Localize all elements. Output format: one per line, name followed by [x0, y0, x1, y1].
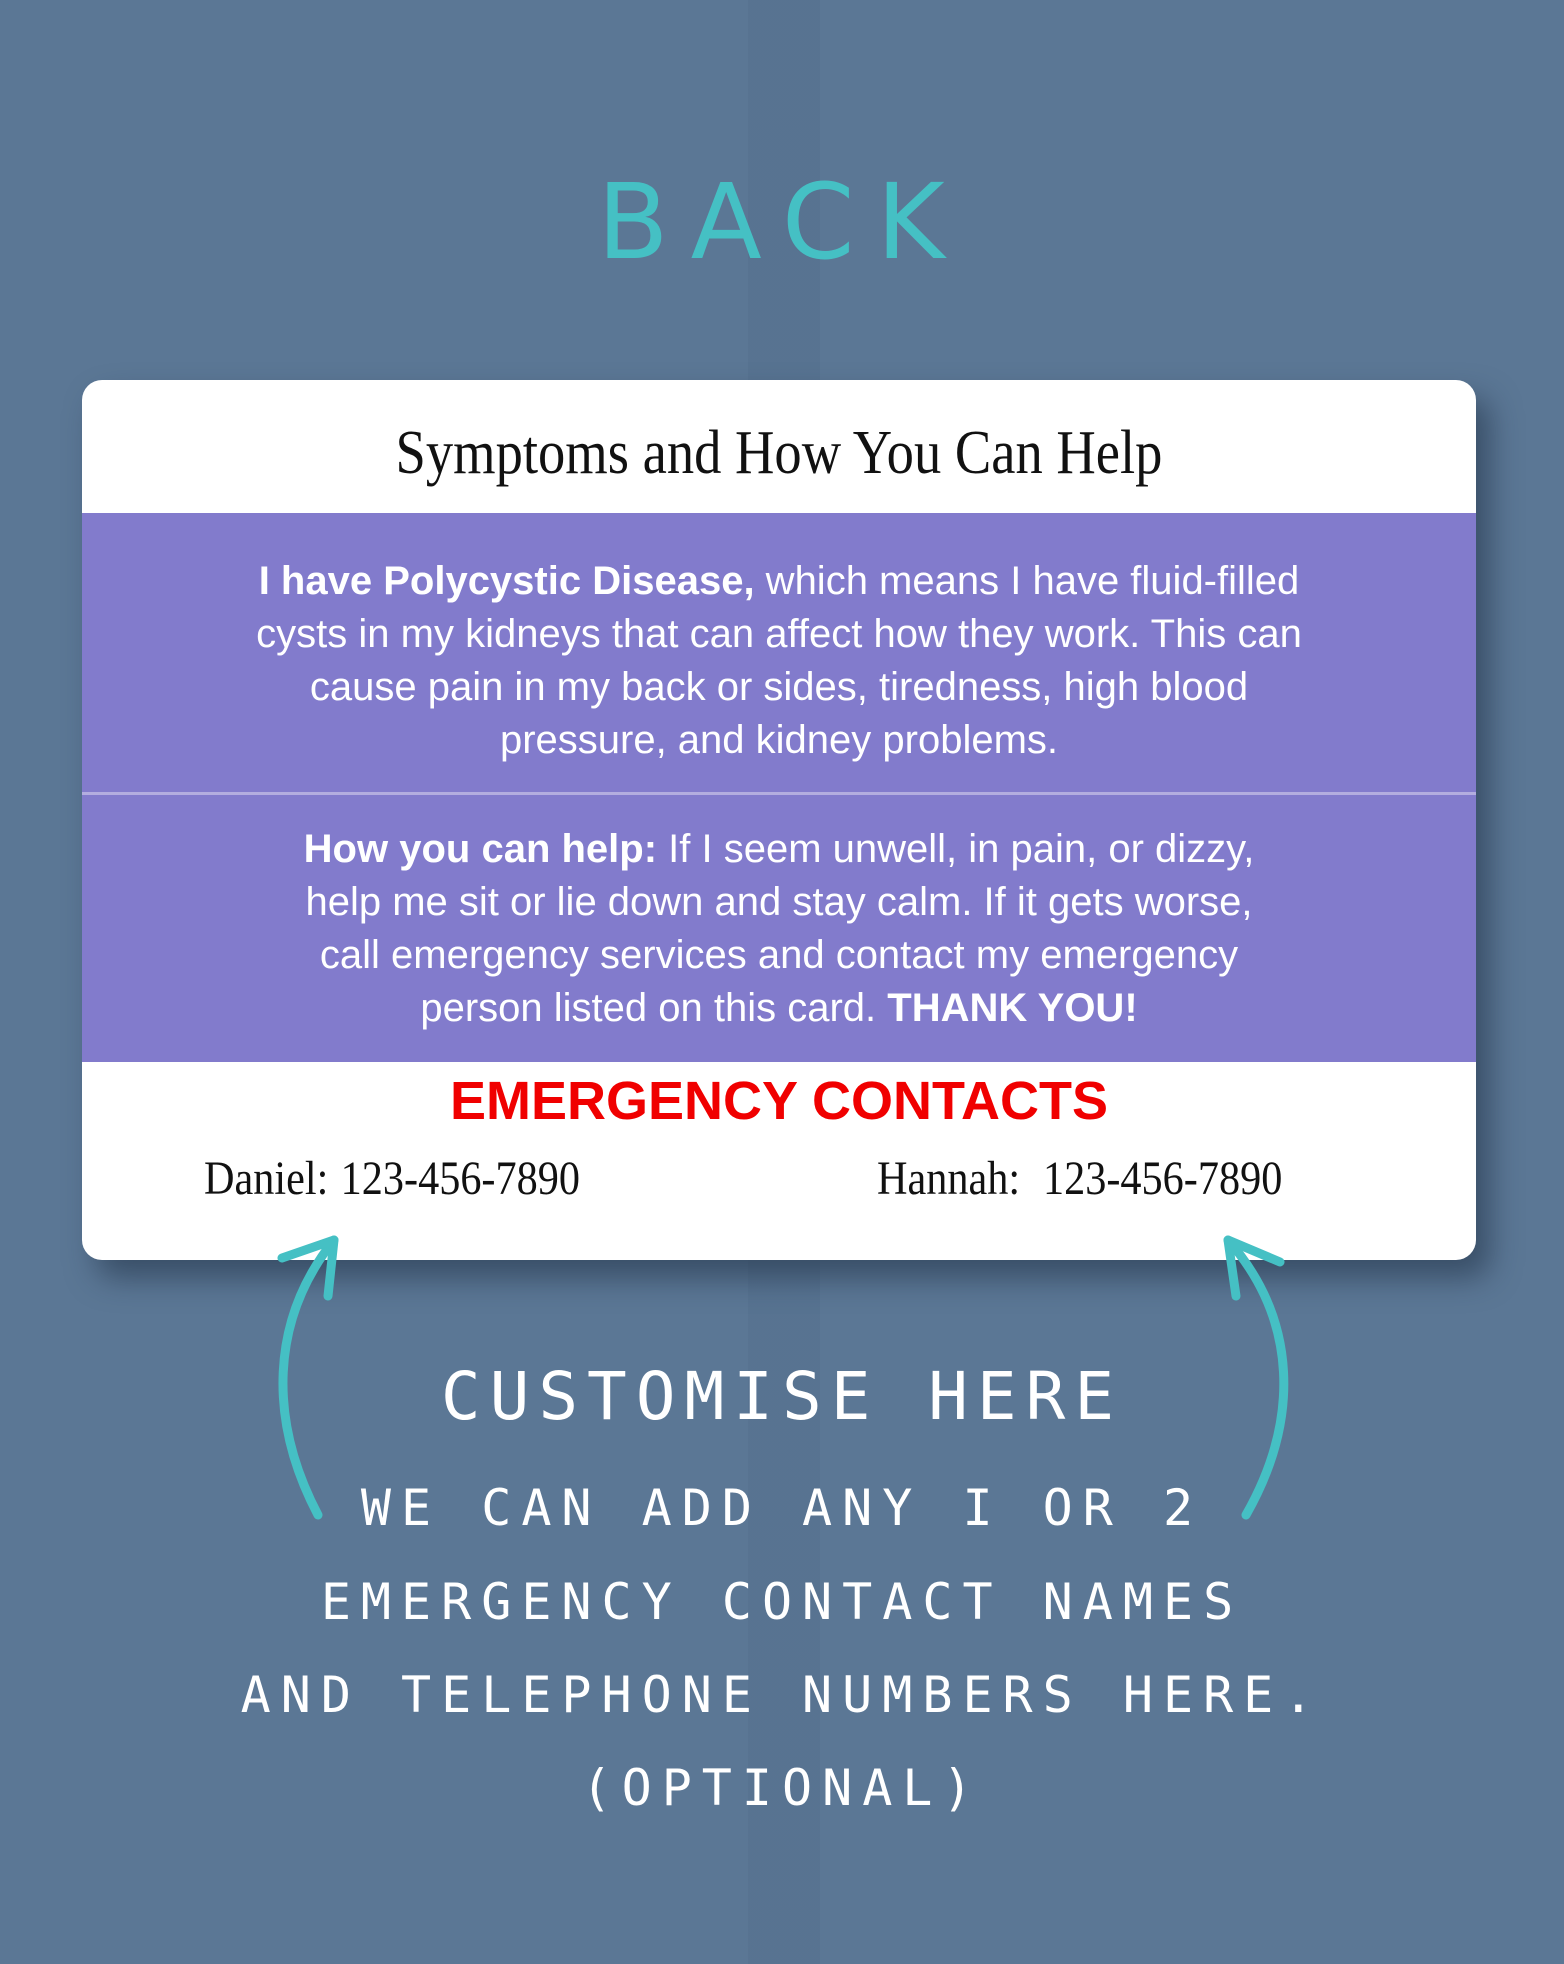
- back-heading: BACK: [597, 161, 967, 283]
- emergency-contact-2: [877, 1152, 1283, 1205]
- medical-card-back: [82, 380, 1476, 1260]
- contact-name: Hannah:: [877, 1152, 1031, 1205]
- card-title: Symptoms and How You Can Help: [395, 419, 1163, 487]
- help-paragraph: How you can help: If I seem unwell, in pain, or dizzy, help me sit or lie down and stay calm. If it gets worse, call emergency services and contact my emergency person listed on this card. THANK YOU!: [303, 827, 1255, 1030]
- customise-text-line-1: WE CAN ADD ANY I OR 2: [360, 1479, 1204, 1537]
- condition-bold: I have Polycystic Disease,: [258, 559, 755, 603]
- contact-phone: 123-456-7890: [340, 1152, 580, 1205]
- info-panel: [82, 513, 1476, 1062]
- help-bold: How you can help:: [303, 827, 658, 871]
- condition-paragraph: I have Polycystic Disease, which means I have fluid-filled cysts in my kidneys that can affect how they work. This can cause pain in my back or sides, tiredness, high blood pressure, and kidney problems.: [256, 559, 1302, 762]
- emergency-contact-1: [204, 1152, 580, 1205]
- customise-heading: CUSTOMISE HERE: [440, 1358, 1124, 1435]
- customise-text-line-3: AND TELEPHONE NUMBERS HERE.: [240, 1666, 1324, 1724]
- emergency-contacts-heading: EMERGENCY CONTACTS: [449, 1071, 1109, 1131]
- customise-text-line-2: EMERGENCY CONTACT NAMES: [320, 1573, 1244, 1631]
- customise-text-line-4: (OPTIONAL): [581, 1759, 983, 1817]
- contact-phone: 123-456-7890: [1042, 1152, 1283, 1205]
- panel-divider: [82, 792, 1476, 795]
- contact-name: Daniel:: [204, 1152, 329, 1205]
- thank-you: THANK YOU!: [887, 986, 1138, 1030]
